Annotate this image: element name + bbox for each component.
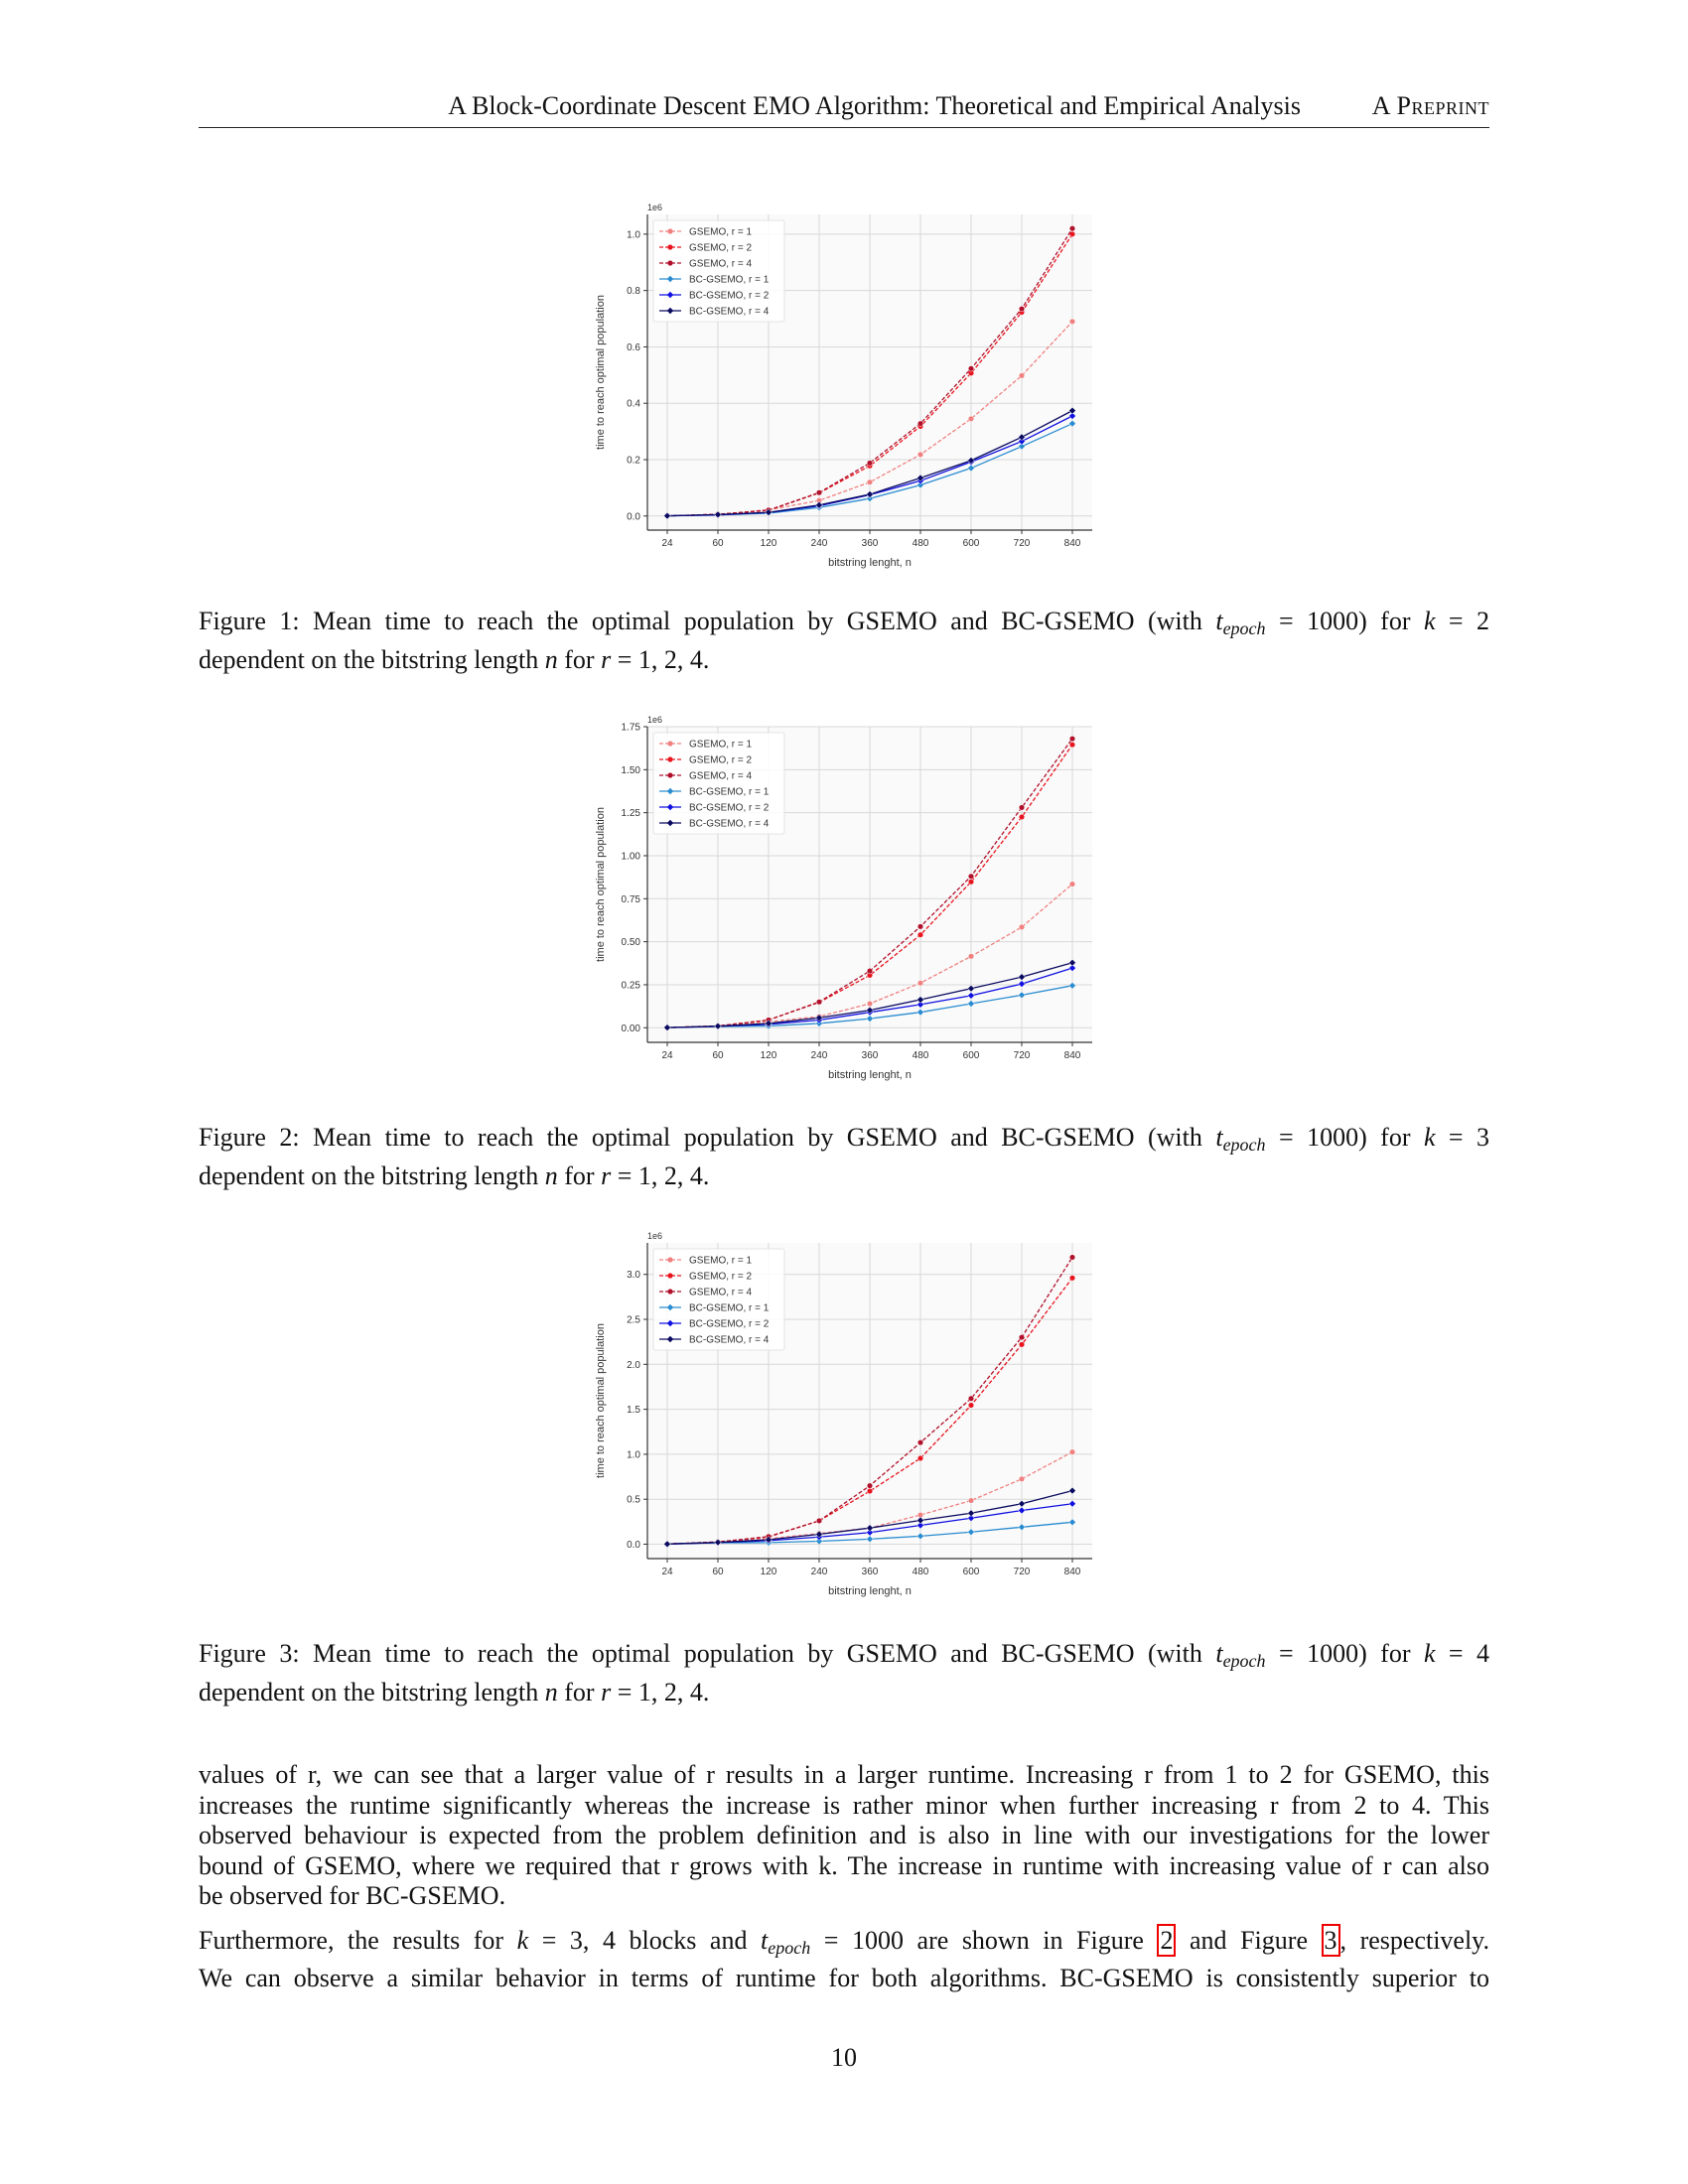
chart-legend <box>653 1249 784 1350</box>
paragraph-line: be observed for BC-GSEMO. <box>199 1881 506 1910</box>
x-tick-label: 24 <box>661 1050 673 1061</box>
legend-entry: BC-GSEMO, r = 4 <box>689 306 770 318</box>
legend-entry: BC-GSEMO, r = 1 <box>689 1302 770 1314</box>
y-axis-label: time to reach optimal population <box>595 295 607 450</box>
x-tick-label: 480 <box>912 1567 929 1577</box>
x-tick-label: 360 <box>861 538 879 549</box>
x-tick-label: 360 <box>861 1050 879 1061</box>
x-tick-label: 24 <box>661 1567 673 1577</box>
body-paragraph-2 <box>199 1926 1489 1993</box>
y-tick-label: 0.0 <box>627 511 640 523</box>
paragraph-line: increases the runtime significantly whereas the increase is rather minor when further increasing r from 2 to 4. This <box>199 1790 1489 1820</box>
y-tick-label: 0.75 <box>621 893 640 905</box>
legend-entry: BC-GSEMO, r = 2 <box>689 1318 770 1330</box>
y-scale-label: 1e6 <box>647 1231 663 1241</box>
chart-legend <box>653 220 784 322</box>
y-tick-label: 2.0 <box>627 1359 640 1371</box>
legend-entry: BC-GSEMO, r = 4 <box>689 1334 770 1346</box>
figure-1-chart <box>586 197 1102 584</box>
x-tick-label: 240 <box>810 1567 828 1577</box>
body-paragraph-1 <box>199 1760 1489 1912</box>
legend-entry: BC-GSEMO, r = 4 <box>689 818 770 830</box>
line-chart <box>586 709 1102 1096</box>
paragraph-line: bound of GSEMO, where we required that r grows with k. The increase in runtime with increasing value of r can also <box>199 1850 1489 1880</box>
x-tick-label: 240 <box>810 1050 828 1061</box>
x-tick-label: 720 <box>1013 538 1031 549</box>
x-axis-label: bitstring lenght, n <box>828 557 912 569</box>
x-tick-label: 120 <box>760 1567 777 1577</box>
x-axis-label: bitstring lenght, n <box>828 1069 912 1081</box>
x-tick-label: 840 <box>1063 538 1081 549</box>
y-tick-label: 1.50 <box>621 764 640 776</box>
legend-entry: BC-GSEMO, r = 2 <box>689 802 770 814</box>
x-tick-label: 600 <box>962 1567 980 1577</box>
line-chart <box>586 197 1102 584</box>
x-tick-label: 360 <box>861 1567 879 1577</box>
x-tick-label: 60 <box>712 538 724 549</box>
x-tick-label: 480 <box>912 1050 929 1061</box>
legend-entry: BC-GSEMO, r = 2 <box>689 290 770 302</box>
y-axis-label: time to reach optimal population <box>595 1323 607 1478</box>
y-tick-label: 1.00 <box>621 851 640 863</box>
figure-3-caption: Figure 3: Mean time to reach the optimal population by GSEMO and BC-GSEMO (with $t_{epoch} = 1000$) for k = 4 dependent on the bitstring length n for r = 1, 2, 4. <box>199 1639 1490 1706</box>
caption-label: Figure 2: <box>199 1123 300 1152</box>
legend-entry: GSEMO, r = 2 <box>689 754 753 766</box>
y-tick-label: 0.5 <box>627 1494 640 1506</box>
figure-2-link[interactable]: 2 <box>1157 1924 1176 1957</box>
y-tick-label: 0.25 <box>621 980 640 992</box>
x-tick-label: 840 <box>1063 1567 1081 1577</box>
x-tick-label: 120 <box>760 1050 777 1061</box>
legend-entry: GSEMO, r = 4 <box>689 1287 753 1298</box>
line-chart <box>586 1225 1102 1612</box>
x-tick-label: 480 <box>912 538 929 549</box>
legend-entry: GSEMO, r = 1 <box>689 1255 753 1267</box>
legend-entry: BC-GSEMO, r = 1 <box>689 786 770 798</box>
caption-label: Figure 3: <box>199 1639 300 1668</box>
x-tick-label: 24 <box>661 538 673 549</box>
legend-entry: GSEMO, r = 2 <box>689 242 753 254</box>
running-header <box>199 91 1489 128</box>
y-tick-label: 0.6 <box>627 341 640 353</box>
paragraph-line: observed behaviour is expected from the problem definition and is also in line with our investigations for the lower <box>199 1821 1489 1849</box>
y-tick-label: 1.75 <box>621 722 640 734</box>
paragraph-line: Furthermore, the results for k = 3, 4 blocks and $t_{epoch} = 1000$ are shown in Figure 2 and Figure 3 , respectively. <box>199 1926 1489 1958</box>
y-tick-label: 1.0 <box>627 1449 640 1461</box>
header-preprint-tag: A Preprint <box>1371 91 1489 120</box>
paragraph-line: values of r, we can see that a larger value of r results in a larger runtime. Increasing r from 1 to 2 for GSEMO, this <box>199 1760 1489 1789</box>
figure-3-chart <box>586 1225 1102 1612</box>
y-tick-label: 0.8 <box>627 286 640 298</box>
x-tick-label: 60 <box>712 1050 724 1061</box>
y-tick-label: 2.5 <box>627 1314 640 1326</box>
x-tick-label: 600 <box>962 1050 980 1061</box>
caption-label: Figure 1: <box>199 607 300 635</box>
legend-entry: GSEMO, r = 4 <box>689 258 753 270</box>
x-tick-label: 840 <box>1063 1050 1081 1061</box>
y-tick-label: 0.50 <box>621 937 640 949</box>
y-tick-label: 1.5 <box>627 1405 640 1417</box>
x-tick-label: 720 <box>1013 1567 1031 1577</box>
y-tick-label: 0.00 <box>621 1023 640 1034</box>
legend-entry: GSEMO, r = 1 <box>689 226 753 238</box>
y-tick-label: 1.0 <box>627 229 640 241</box>
figure-2-chart <box>586 709 1102 1096</box>
x-tick-label: 240 <box>810 538 828 549</box>
figure-3-link[interactable]: 3 <box>1322 1924 1340 1957</box>
figure-1-caption: Figure 1: Mean time to reach the optimal population by GSEMO and BC-GSEMO (with $t_{epoch} = 1000$) for k = 2 dependent on the bitstring length n for r = 1, 2, 4. <box>199 607 1490 674</box>
legend-entry: BC-GSEMO, r = 1 <box>689 274 770 286</box>
chart-legend <box>653 733 784 834</box>
x-tick-label: 720 <box>1013 1050 1031 1061</box>
y-tick-label: 0.0 <box>627 1540 640 1552</box>
y-tick-label: 0.4 <box>627 398 640 410</box>
y-tick-label: 1.25 <box>621 808 640 820</box>
legend-entry: GSEMO, r = 1 <box>689 739 753 751</box>
figure-2-caption: Figure 2: Mean time to reach the optimal population by GSEMO and BC-GSEMO (with $t_{epoch} = 1000$) for k = 3 dependent on the bitstring length n for r = 1, 2, 4. <box>199 1123 1490 1190</box>
x-tick-label: 60 <box>712 1567 724 1577</box>
y-tick-label: 3.0 <box>627 1270 640 1282</box>
y-axis-label: time to reach optimal population <box>595 807 607 962</box>
y-scale-label: 1e6 <box>647 203 663 212</box>
x-tick-label: 600 <box>962 538 980 549</box>
y-tick-label: 0.2 <box>627 455 640 467</box>
y-scale-label: 1e6 <box>647 715 663 725</box>
legend-entry: GSEMO, r = 2 <box>689 1271 753 1283</box>
legend-entry: GSEMO, r = 4 <box>689 770 753 782</box>
paragraph-line: We can observe a similar behavior in terms of runtime for both algorithms. BC-GSEMO is consistently superior to <box>199 1963 1489 1992</box>
page-number: 10 <box>831 2043 857 2072</box>
header-title: A Block-Coordinate Descent EMO Algorithm: Theoretical and Empirical Analysis <box>448 91 1301 120</box>
x-axis-label: bitstring lenght, n <box>828 1585 912 1597</box>
x-tick-label: 120 <box>760 538 777 549</box>
